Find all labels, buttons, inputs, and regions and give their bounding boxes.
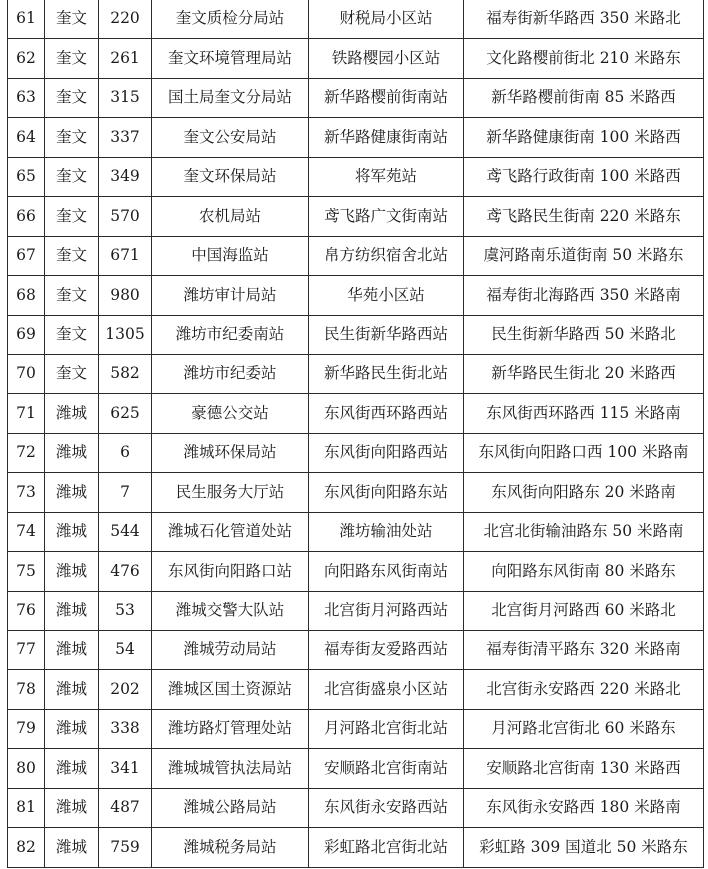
station-name: 中国海监站 — [152, 236, 309, 275]
table-row — [8, 236, 704, 275]
station-code: 476 — [99, 552, 152, 591]
row-number: 79 — [8, 709, 45, 748]
station-code: 671 — [99, 236, 152, 275]
location: 福寿街北海路西 350 米路南 — [464, 276, 704, 315]
district: 潍城 — [45, 749, 99, 788]
station-code: 6 — [99, 433, 152, 472]
district: 潍城 — [45, 394, 99, 433]
row-number: 78 — [8, 670, 45, 709]
table-row — [8, 788, 704, 827]
row-number: 70 — [8, 354, 45, 393]
location: 彩虹路 309 国道北 50 米路东 — [464, 828, 704, 867]
location: 福寿街新华路西 350 米路北 — [464, 0, 704, 39]
station-code: 487 — [99, 788, 152, 827]
row-number: 71 — [8, 394, 45, 433]
row-number: 66 — [8, 197, 45, 236]
station-code: 544 — [99, 512, 152, 551]
bus-stop: 将军苑站 — [309, 157, 464, 196]
station-name: 奎文公安局站 — [152, 118, 309, 157]
location: 鸢飞路行政街南 100 米路西 — [464, 157, 704, 196]
district: 奎文 — [45, 118, 99, 157]
row-number: 77 — [8, 631, 45, 670]
table-row — [8, 749, 704, 788]
district: 奎文 — [45, 354, 99, 393]
row-number: 63 — [8, 78, 45, 117]
row-number: 61 — [8, 0, 45, 39]
row-number: 65 — [8, 157, 45, 196]
location: 东风街永安路西 180 米路南 — [464, 788, 704, 827]
bus-stop: 月河路北宫街北站 — [309, 709, 464, 748]
bus-stop: 东风街永安路西站 — [309, 788, 464, 827]
station-name: 民生服务大厅站 — [152, 473, 309, 512]
bus-stop: 帛方纺织宿舍北站 — [309, 236, 464, 275]
district: 潍城 — [45, 631, 99, 670]
station-code: 1305 — [99, 315, 152, 354]
location: 新华路樱前街南 85 米路西 — [464, 78, 704, 117]
table-row — [8, 354, 704, 393]
table-row — [8, 394, 704, 433]
table-row — [8, 157, 704, 196]
district: 潍城 — [45, 670, 99, 709]
station-name: 潍城石化管道处站 — [152, 512, 309, 551]
district: 奎文 — [45, 0, 99, 39]
bus-stop: 民生街新华路西站 — [309, 315, 464, 354]
bus-stop: 铁路樱园小区站 — [309, 39, 464, 78]
station-table — [7, 0, 704, 868]
bus-stop: 新华路樱前街南站 — [309, 78, 464, 117]
station-code: 582 — [99, 354, 152, 393]
station-name: 潍城区国土资源站 — [152, 670, 309, 709]
station-code: 759 — [99, 828, 152, 867]
bus-stop: 福寿街友爱路西站 — [309, 631, 464, 670]
station-name: 奎文质检分局站 — [152, 0, 309, 39]
district: 奎文 — [45, 276, 99, 315]
bus-stop: 财税局小区站 — [309, 0, 464, 39]
station-code: 980 — [99, 276, 152, 315]
table-row — [8, 552, 704, 591]
station-code: 202 — [99, 670, 152, 709]
station-name: 国土局奎文分局站 — [152, 78, 309, 117]
row-number: 82 — [8, 828, 45, 867]
bus-stop: 新华路民生街北站 — [309, 354, 464, 393]
bus-stop: 向阳路东风街南站 — [309, 552, 464, 591]
location: 福寿街清平路东 320 米路南 — [464, 631, 704, 670]
station-code: 54 — [99, 631, 152, 670]
location: 东风街西环路西 115 米路南 — [464, 394, 704, 433]
district: 潍城 — [45, 512, 99, 551]
row-number: 64 — [8, 118, 45, 157]
bus-stop: 鸢飞路广文街南站 — [309, 197, 464, 236]
table-row — [8, 197, 704, 236]
station-name: 豪德公交站 — [152, 394, 309, 433]
row-number: 62 — [8, 39, 45, 78]
location: 月河路北宫街北 60 米路东 — [464, 709, 704, 748]
station-name: 潍城环保局站 — [152, 433, 309, 472]
location: 鸢飞路民生街南 220 米路东 — [464, 197, 704, 236]
bus-stop: 华苑小区站 — [309, 276, 464, 315]
bus-stop: 新华路健康街南站 — [309, 118, 464, 157]
bus-stop: 东风街向阳路东站 — [309, 473, 464, 512]
district: 潍城 — [45, 473, 99, 512]
station-name: 潍城交警大队站 — [152, 591, 309, 630]
table-row — [8, 631, 704, 670]
district: 奎文 — [45, 315, 99, 354]
row-number: 76 — [8, 591, 45, 630]
station-code: 570 — [99, 197, 152, 236]
station-name: 潍坊路灯管理处站 — [152, 709, 309, 748]
location: 虞河路南乐道街南 50 米路东 — [464, 236, 704, 275]
district: 奎文 — [45, 78, 99, 117]
row-number: 68 — [8, 276, 45, 315]
station-name: 潍坊市纪委南站 — [152, 315, 309, 354]
station-name: 潍城劳动局站 — [152, 631, 309, 670]
location: 北宫北街输油路东 50 米路南 — [464, 512, 704, 551]
table-row — [8, 39, 704, 78]
station-name: 潍城公路局站 — [152, 788, 309, 827]
district: 潍城 — [45, 788, 99, 827]
table-row — [8, 512, 704, 551]
location: 东风街向阳路口西 100 米路南 — [464, 433, 704, 472]
district: 潍城 — [45, 591, 99, 630]
station-name: 奎文环保局站 — [152, 157, 309, 196]
table-row — [8, 315, 704, 354]
district: 奎文 — [45, 197, 99, 236]
table-row — [8, 433, 704, 472]
table-row — [8, 709, 704, 748]
table-row — [8, 828, 704, 867]
table-row — [8, 276, 704, 315]
row-number: 73 — [8, 473, 45, 512]
district: 潍城 — [45, 552, 99, 591]
bus-stop: 北宫街盛泉小区站 — [309, 670, 464, 709]
station-code: 261 — [99, 39, 152, 78]
station-name: 东风街向阳路口站 — [152, 552, 309, 591]
station-code: 53 — [99, 591, 152, 630]
station-code: 349 — [99, 157, 152, 196]
station-name: 潍城税务局站 — [152, 828, 309, 867]
station-name: 奎文环境管理局站 — [152, 39, 309, 78]
bus-stop: 东风街西环路西站 — [309, 394, 464, 433]
table-row — [8, 670, 704, 709]
location: 北宫街永安路西 220 米路北 — [464, 670, 704, 709]
station-name: 潍坊审计局站 — [152, 276, 309, 315]
table-row — [8, 78, 704, 117]
district: 潍城 — [45, 828, 99, 867]
station-code: 315 — [99, 78, 152, 117]
bus-stop: 北宫街月河路西站 — [309, 591, 464, 630]
table-row — [8, 118, 704, 157]
location: 文化路樱前街北 210 米路东 — [464, 39, 704, 78]
table-row — [8, 591, 704, 630]
station-name: 潍城城管执法局站 — [152, 749, 309, 788]
station-code: 337 — [99, 118, 152, 157]
row-number: 81 — [8, 788, 45, 827]
bus-stop: 彩虹路北宫街北站 — [309, 828, 464, 867]
row-number: 69 — [8, 315, 45, 354]
district: 奎文 — [45, 39, 99, 78]
bus-stop: 潍坊输油处站 — [309, 512, 464, 551]
station-code: 220 — [99, 0, 152, 39]
station-code: 7 — [99, 473, 152, 512]
station-name: 潍坊市纪委站 — [152, 354, 309, 393]
row-number: 67 — [8, 236, 45, 275]
table-row — [8, 0, 704, 39]
row-number: 74 — [8, 512, 45, 551]
location: 新华路民生街北 20 米路西 — [464, 354, 704, 393]
station-table-body — [8, 0, 704, 867]
row-number: 80 — [8, 749, 45, 788]
location: 民生街新华路西 50 米路北 — [464, 315, 704, 354]
station-code: 338 — [99, 709, 152, 748]
bus-stop: 东风街向阳路西站 — [309, 433, 464, 472]
bus-stop: 安顺路北宫街南站 — [309, 749, 464, 788]
table-row — [8, 473, 704, 512]
station-code: 625 — [99, 394, 152, 433]
row-number: 75 — [8, 552, 45, 591]
row-number: 72 — [8, 433, 45, 472]
district: 奎文 — [45, 236, 99, 275]
station-name: 农机局站 — [152, 197, 309, 236]
location: 新华路健康街南 100 米路西 — [464, 118, 704, 157]
location: 向阳路东风街南 80 米路东 — [464, 552, 704, 591]
district: 奎文 — [45, 157, 99, 196]
district: 潍城 — [45, 433, 99, 472]
location: 北宫街月河路西 60 米路北 — [464, 591, 704, 630]
location: 东风街向阳路东 20 米路南 — [464, 473, 704, 512]
district: 潍城 — [45, 709, 99, 748]
location: 安顺路北宫街南 130 米路西 — [464, 749, 704, 788]
station-code: 341 — [99, 749, 152, 788]
